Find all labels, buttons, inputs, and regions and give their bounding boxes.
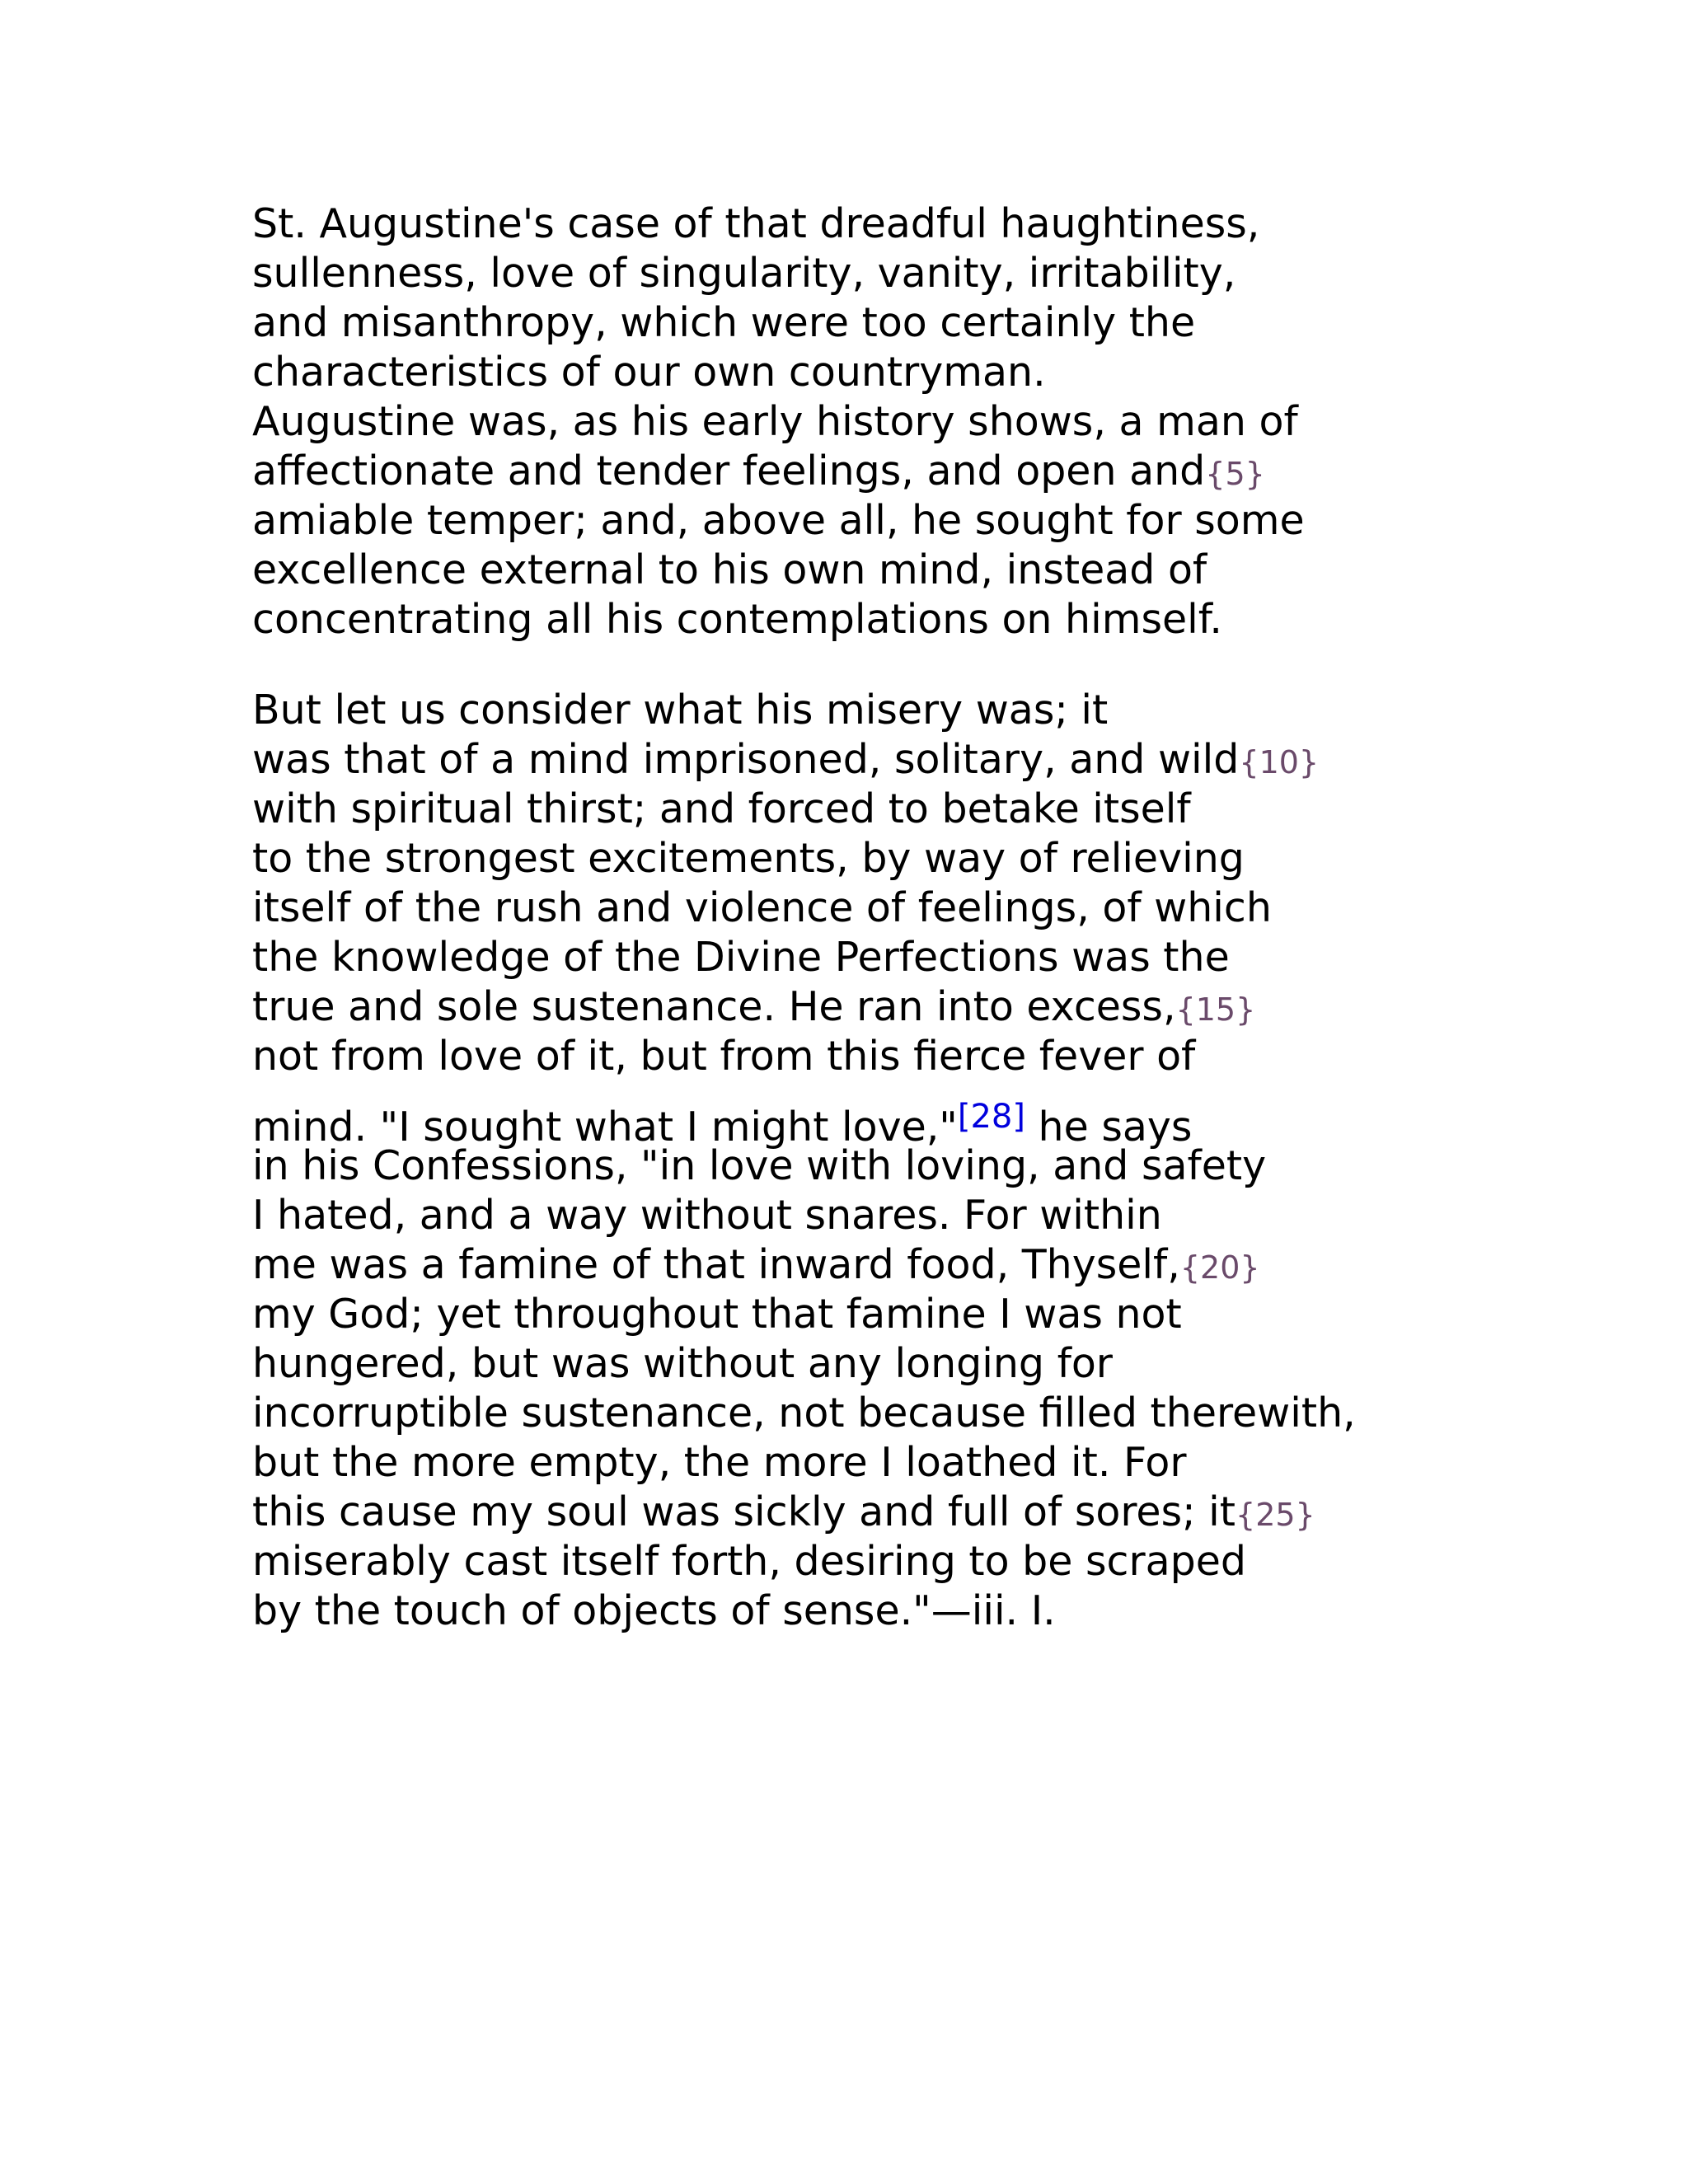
text-line: and misanthropy, which were too certainly the (252, 299, 1196, 346)
line-number: {5} (1205, 456, 1265, 492)
text-line: miserably cast itself forth, desiring to be scraped (252, 1538, 1246, 1585)
text-line: hungered, but was without any longing for (252, 1340, 1113, 1387)
document-page (252, 199, 1571, 1649)
line-number: {25} (1236, 1497, 1315, 1533)
text-line: was that of a mind imprisoned, solitary, and wild{10} (252, 736, 1320, 783)
text-line: sullenness, love of singularity, vanity, irritability, (252, 250, 1236, 297)
text-line: amiable temper; and, above all, he sought for some (252, 497, 1305, 544)
text-line: mind. "I sought what I might love,"[28] he says (252, 1098, 1193, 1151)
text-line: true and sole sustenance. He ran into excess,{15} (252, 983, 1256, 1030)
text-line: But let us consider what his misery was; it (252, 687, 1109, 733)
text-line: itself of the rush and violence of feelings, of which (252, 884, 1272, 931)
line-number: {15} (1175, 991, 1256, 1028)
text-line: not from love of it, but from this fierce fever of (252, 1033, 1196, 1080)
text-line: this cause my soul was sickly and full of sores; it{25} (252, 1488, 1315, 1535)
text-line: Augustine was, as his early history shows, a man of (252, 398, 1298, 445)
line-number: {10} (1239, 744, 1320, 780)
text-line: characteristics of our own countryman. (252, 349, 1046, 396)
text-line: to the strongest excitements, by way of relieving (252, 835, 1245, 882)
text-line: with spiritual thirst; and forced to betake itself (252, 785, 1191, 832)
text-line: the knowledge of the Divine Perfections was the (252, 934, 1230, 981)
footnote-link[interactable]: [28] (957, 1098, 1025, 1136)
text-line: by the touch of objects of sense."—iii. I. (252, 1587, 1056, 1634)
text-line: St. Augustine's case of that dreadful haughtiness, (252, 200, 1260, 247)
text-line: affectionate and tender feelings, and open and{5} (252, 448, 1265, 494)
text-line: I hated, and a way without snares. For within (252, 1192, 1162, 1239)
text-line: my God; yet throughout that famine I was not (252, 1291, 1182, 1338)
text-line: concentrating all his contemplations on himself. (252, 596, 1223, 643)
text-line: in his Confessions, "in love with loving, and safety (252, 1142, 1267, 1189)
text-line: but the more empty, the more I loathed it. For (252, 1439, 1187, 1486)
text-line: excellence external to his own mind, instead of (252, 546, 1207, 593)
text-line: me was a famine of that inward food, Thyself,{20} (252, 1241, 1260, 1288)
text-line: incorruptible sustenance, not because filled therewith, (252, 1390, 1356, 1436)
line-number: {20} (1179, 1249, 1260, 1286)
